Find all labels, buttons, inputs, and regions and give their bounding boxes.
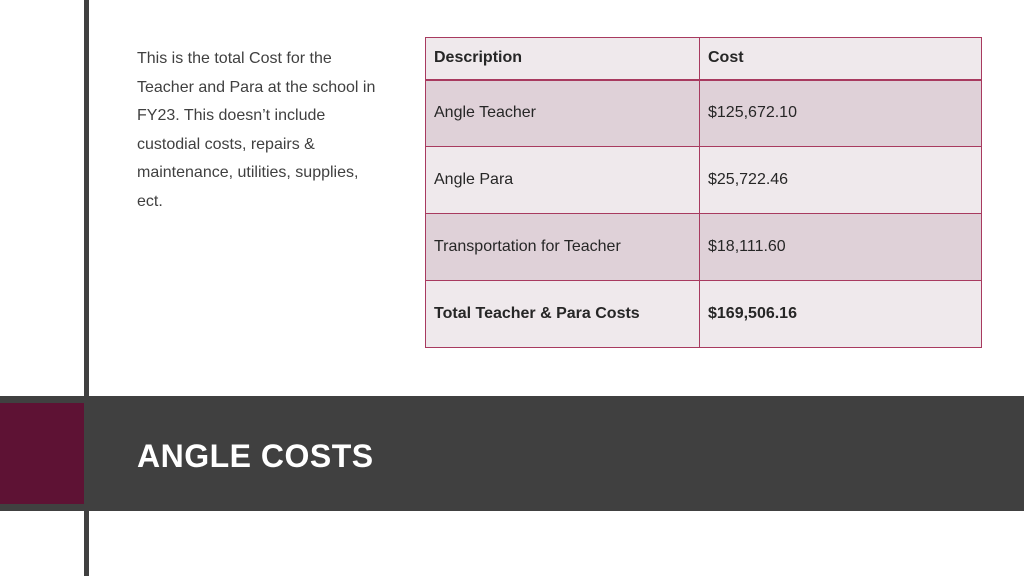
- row-description: Angle Teacher: [426, 80, 700, 147]
- row-cost: $169,506.16: [700, 281, 982, 348]
- table-row-total: [426, 281, 982, 348]
- row-cost: $25,722.46: [700, 147, 982, 214]
- row-cost: $125,672.10: [700, 80, 982, 147]
- slide-title: ANGLE COSTS: [137, 438, 374, 474]
- table-row: [426, 80, 982, 147]
- header-cost: Cost: [700, 38, 982, 80]
- row-description: Angle Para: [426, 147, 700, 214]
- accent-block: [0, 403, 84, 504]
- cost-table: [425, 37, 982, 348]
- header-description: Description: [426, 38, 700, 80]
- row-cost: $18,111.60: [700, 214, 982, 281]
- table-header-row: [426, 38, 982, 80]
- body-text: This is the total Cost for the Teacher and Para at the school in FY23. This doesn’t include custodial costs, repairs & maintenance, utilities, supplies, ect.: [137, 50, 376, 210]
- row-description: Transportation for Teacher: [426, 214, 700, 281]
- row-description: Total Teacher & Para Costs: [426, 281, 700, 348]
- table-row: [426, 147, 982, 214]
- table-row: [426, 214, 982, 281]
